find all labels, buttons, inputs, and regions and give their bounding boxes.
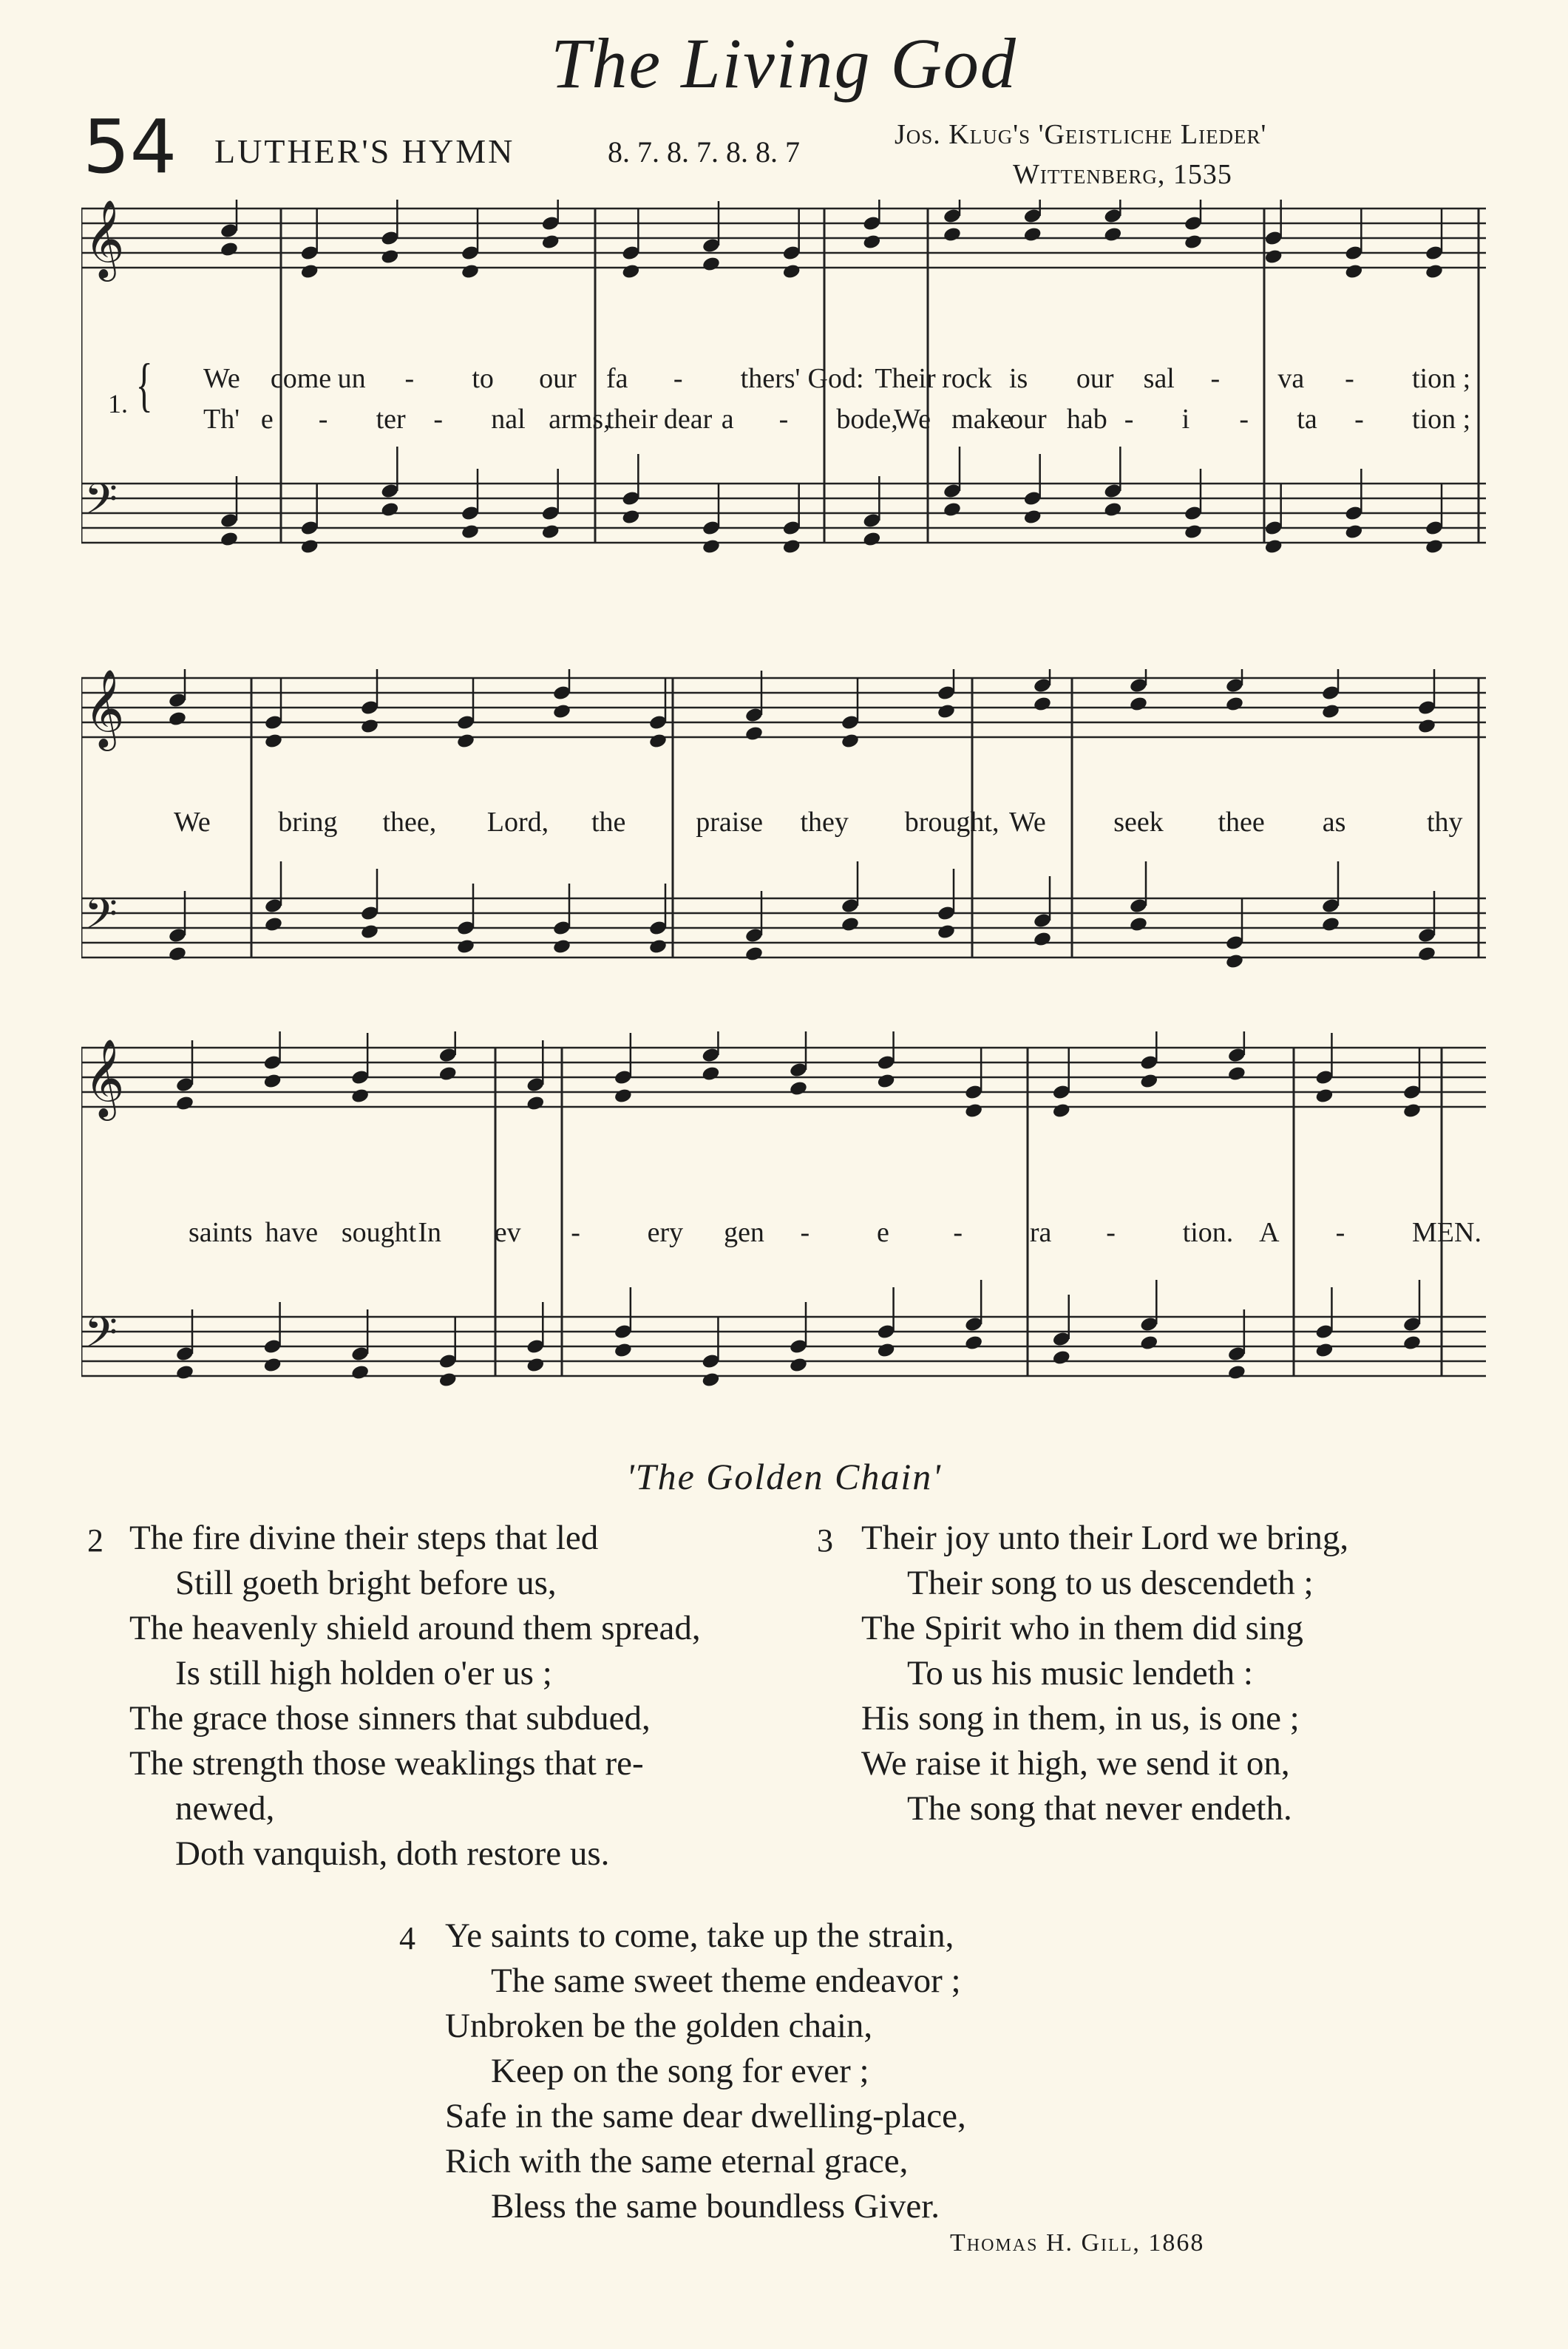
notehead (614, 1342, 633, 1359)
stanza-line: Is still high holden o'er us ; (175, 1654, 552, 1692)
notehead (220, 241, 239, 258)
lyric-syllable: MEN. (1412, 1217, 1482, 1248)
notehead (1321, 703, 1340, 720)
notehead (1139, 1073, 1158, 1090)
lyric-syllable: bring (278, 807, 338, 838)
stanza-line: The same sweet theme endeavor ; (491, 1962, 961, 2000)
treble-clef: 𝄞 (84, 200, 125, 278)
notehead (541, 523, 560, 540)
notehead (1402, 1335, 1422, 1352)
lyric-syllable: - (1124, 404, 1134, 435)
lyric-syllable: We (1009, 807, 1046, 838)
lyric-syllable: ta (1297, 404, 1317, 435)
notehead (1344, 263, 1363, 280)
stanza-number: 2 (87, 1522, 103, 1559)
notehead (1264, 538, 1283, 555)
notehead (702, 538, 721, 555)
stanza-line: The grace those sinners that subdued, (129, 1699, 651, 1738)
lyric-syllable: thers' (740, 363, 801, 394)
notehead (1023, 226, 1042, 243)
verse-brace: { (135, 353, 153, 418)
notehead (1052, 1102, 1071, 1119)
notehead (1425, 263, 1444, 280)
lyric-syllable: Lord, (486, 807, 549, 838)
notehead (648, 938, 668, 955)
notehead (841, 916, 860, 933)
lyric-syllable: va (1277, 363, 1305, 394)
notehead (862, 234, 881, 251)
notehead (168, 946, 187, 963)
lyric-syllable: arms, (549, 404, 611, 435)
lyric-syllable: saints (189, 1217, 253, 1248)
stanza-number: 4 (399, 1920, 415, 1956)
music-source-date: Wittenberg, 1535 (1013, 159, 1232, 190)
notehead (526, 1357, 545, 1374)
stanza-line: To us his music lendeth : (907, 1654, 1253, 1692)
lyric-syllable: seek (1113, 807, 1164, 838)
lyric-syllable: - (800, 1217, 810, 1248)
notehead (262, 1357, 282, 1374)
notehead (744, 725, 764, 742)
stanza-2 (129, 1516, 701, 1877)
notehead (701, 1372, 720, 1389)
stanza-line: Keep on the song for ever ; (491, 2052, 869, 2090)
notehead (1314, 1342, 1334, 1359)
notehead (1264, 248, 1283, 265)
notehead (782, 538, 801, 555)
notehead (350, 1364, 370, 1381)
stanza-line: The heavenly shield around them spread, (129, 1609, 701, 1647)
notehead (1139, 1335, 1158, 1352)
meter: 8. 7. 8. 7. 8. 8. 7 (608, 135, 800, 169)
lyric-syllable: tion ; (1412, 363, 1471, 394)
notehead (1402, 1102, 1422, 1119)
tune-name: LUTHER'S HYMN (214, 132, 515, 170)
notehead (702, 256, 721, 273)
lyric-syllable: ter (376, 404, 406, 435)
lyric-syllable: our (1076, 363, 1114, 394)
verse-number: 1. (108, 389, 128, 418)
lyric-syllable: have (265, 1217, 319, 1248)
stanza-line: The fire divine their steps that led (129, 1519, 599, 1557)
notehead (943, 226, 962, 243)
lyric-syllable: sal (1143, 363, 1175, 394)
notehead (744, 946, 764, 963)
lyric-syllable: A (1259, 1217, 1280, 1248)
stanza-line: Ye saints to come, take up the strain, (445, 1916, 954, 1955)
notehead (1227, 1065, 1246, 1082)
lyric-syllable: Their (875, 363, 936, 394)
lyric-syllable: - (1106, 1217, 1116, 1248)
stanza-line: Rich with the same eternal grace, (445, 2142, 909, 2180)
lyric-syllable: Th' (203, 404, 240, 435)
lyric-syllable: make (951, 404, 1013, 435)
lyric-syllable: un (337, 363, 366, 394)
lyric-syllable: e (260, 404, 274, 435)
lyric-syllable: - (404, 363, 415, 394)
notehead (621, 509, 640, 526)
notehead (1344, 523, 1363, 540)
notehead (264, 916, 283, 933)
text-author: Thomas H. Gill, 1868 (950, 2229, 1205, 2257)
stanza-line: His song in them, in us, is one ; (861, 1699, 1300, 1738)
notehead (937, 703, 956, 720)
stanza-line: Safe in the same dear dwelling-place, (445, 2097, 966, 2135)
lyric-syllable: - (571, 1217, 580, 1248)
notehead (964, 1102, 983, 1119)
notehead (1184, 523, 1203, 540)
notehead (541, 234, 560, 251)
notehead (1052, 1349, 1071, 1366)
lyric-syllable: God: (807, 363, 864, 394)
notehead (1103, 501, 1122, 518)
notehead (1417, 718, 1436, 735)
lyric-syllable: hab (1066, 404, 1107, 435)
lyric-syllable: the (591, 807, 626, 838)
lyric-syllable: thy (1427, 807, 1463, 838)
lyric-syllable: - (318, 404, 328, 435)
lyric-syllable: - (1239, 404, 1249, 435)
notehead (168, 711, 187, 728)
lyric-syllable: We (894, 404, 931, 435)
notehead (220, 531, 239, 548)
page-title: The Living God (551, 24, 1017, 103)
lyric-syllable: come (270, 363, 332, 394)
notehead (456, 938, 475, 955)
notehead (360, 923, 379, 940)
lyric-syllable: their (606, 404, 658, 435)
notehead (876, 1073, 895, 1090)
notehead (1225, 696, 1244, 713)
lyric-syllable: - (1210, 363, 1221, 394)
lyric-syllable: thee (1218, 807, 1265, 838)
notehead (300, 263, 319, 280)
notehead (1184, 234, 1203, 251)
notehead (614, 1088, 633, 1105)
notehead (841, 733, 860, 750)
notehead (1425, 538, 1444, 555)
lyric-syllable: brought, (904, 807, 999, 838)
stanza-3 (861, 1516, 1348, 1831)
lyric-syllable: - (1354, 404, 1364, 435)
lyric-syllable: In (418, 1217, 441, 1248)
stanza-line: The strength those weaklings that re- (129, 1744, 644, 1783)
lyric-syllable: - (778, 404, 789, 435)
notehead (552, 938, 571, 955)
notehead (1129, 916, 1148, 933)
lyric-syllable: - (953, 1217, 963, 1248)
stanza-line: Their song to us descendeth ; (907, 1564, 1314, 1602)
stanza-line: Their joy unto their Lord we bring, (861, 1519, 1349, 1557)
lyric-syllable: ev (494, 1217, 521, 1248)
notehead (300, 538, 319, 555)
lyric-syllable: - (1345, 363, 1354, 394)
lyric-syllable: a (721, 404, 734, 435)
hymn-subtitle: 'The Golden Chain' (626, 1456, 942, 1497)
stanza-line: newed, (175, 1789, 275, 1828)
notehead (876, 1342, 895, 1359)
bass-clef: 𝄢 (84, 474, 118, 535)
lyric-syllable: - (673, 363, 683, 394)
bass-clef: 𝄢 (84, 889, 118, 949)
notehead (360, 718, 379, 735)
lyric-syllable: as (1322, 807, 1346, 838)
notehead (943, 501, 962, 518)
notehead (964, 1335, 983, 1352)
lyric-syllable: bode, (836, 404, 898, 435)
notehead (552, 703, 571, 720)
lyric-syllable: tion. (1182, 1217, 1234, 1248)
notehead (456, 733, 475, 750)
notehead (380, 501, 399, 518)
notehead (1417, 946, 1436, 963)
lyric-syllable: thee, (382, 807, 437, 838)
notehead (461, 263, 480, 280)
lyric-syllable: our (539, 363, 577, 394)
music-source: Jos. Klug's 'Geistliche Lieder' (895, 119, 1267, 150)
lyric-syllable: We (174, 807, 211, 838)
stanza-line: Unbroken be the golden chain, (445, 2007, 873, 2045)
lyric-syllable: nal (491, 404, 526, 435)
notehead (175, 1364, 194, 1381)
hymn-number: 54 (83, 104, 177, 190)
stanza-number: 3 (817, 1522, 833, 1559)
music-system-2 (81, 669, 1486, 1017)
notehead (701, 1065, 720, 1082)
lyric-syllable: We (203, 363, 240, 394)
stanza-4 (445, 1914, 966, 2229)
treble-clef: 𝄞 (84, 669, 125, 748)
stanza-line: Doth vanquish, doth restore us. (175, 1834, 610, 1873)
lyric-syllable: sought (341, 1217, 417, 1248)
notehead (648, 733, 668, 750)
stanza-line: Bless the same boundless Giver. (491, 2187, 940, 2226)
lyric-syllable: they (800, 807, 849, 838)
lyric-syllable: - (1335, 1217, 1345, 1248)
notehead (1023, 509, 1042, 526)
stanza-line: We raise it high, we send it on, (861, 1744, 1290, 1783)
stanza-line: The song that never endeth. (907, 1789, 1292, 1828)
notehead (1321, 916, 1340, 933)
notehead (526, 1095, 545, 1112)
notehead (438, 1372, 458, 1389)
notehead (1129, 696, 1148, 713)
notehead (621, 263, 640, 280)
notehead (175, 1095, 194, 1112)
notehead (937, 923, 956, 940)
lyric-syllable: to (472, 363, 494, 394)
lyric-syllable: ery (647, 1217, 684, 1248)
notehead (1033, 696, 1052, 713)
stanza-line: The Spirit who in them did sing (861, 1609, 1303, 1647)
lyric-syllable: dear (663, 404, 713, 435)
notehead (1225, 953, 1244, 970)
notehead (1103, 226, 1122, 243)
staff-lines (81, 669, 1486, 1017)
lyric-syllable: is (1009, 363, 1028, 394)
notehead (789, 1080, 808, 1097)
lyric-syllable: fa (606, 363, 628, 394)
notehead (438, 1065, 458, 1082)
notehead (782, 263, 801, 280)
notehead (1314, 1088, 1334, 1105)
lyric-syllable: our (1009, 404, 1047, 435)
notehead (1227, 1364, 1246, 1381)
notehead (350, 1088, 370, 1105)
notehead (262, 1073, 282, 1090)
music-system-3 (81, 1031, 1486, 1416)
notehead (789, 1357, 808, 1374)
notehead (1033, 931, 1052, 948)
treble-clef: 𝄞 (84, 1038, 125, 1117)
lyric-syllable: e (876, 1217, 889, 1248)
notehead (380, 248, 399, 265)
lyric-syllable: - (433, 404, 444, 435)
lyric-syllable: praise (696, 807, 763, 838)
music-system-1 (81, 200, 1486, 584)
bass-clef: 𝄢 (84, 1307, 118, 1368)
notehead (862, 531, 881, 548)
notehead (461, 523, 480, 540)
stanza-line: Still goeth bright before us, (175, 1564, 557, 1602)
lyric-syllable: ra (1029, 1217, 1052, 1248)
lyric-syllable: rock (942, 363, 992, 394)
lyric-syllable: tion ; (1412, 404, 1471, 435)
lyric-syllable: i (1181, 404, 1190, 435)
lyric-syllable: gen (724, 1217, 764, 1248)
notehead (264, 733, 283, 750)
